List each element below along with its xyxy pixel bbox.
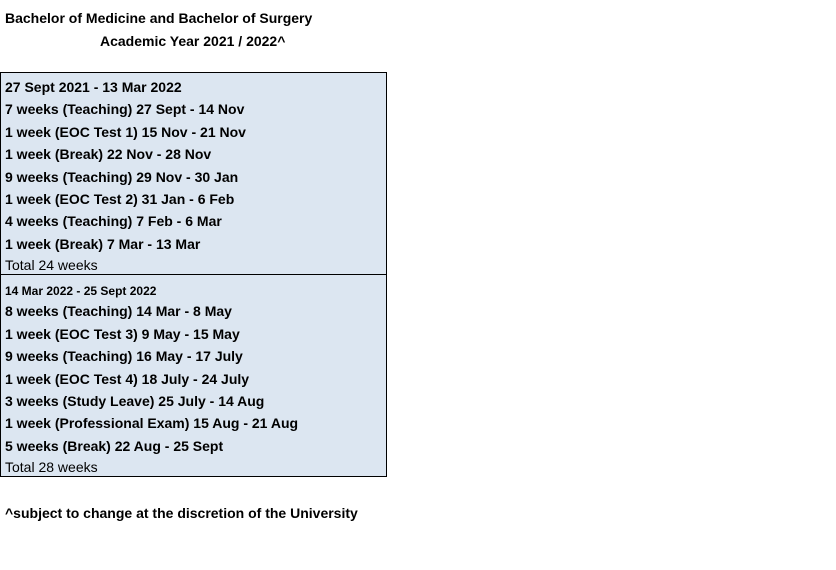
period-1-row: 1 week (EOC Test 2) 31 Jan - 6 Feb [5,191,235,207]
footnote: ^subject to change at the discretion of the University [5,505,358,521]
period-2-row: 9 weeks (Teaching) 16 May - 17 July [5,348,243,364]
period-1-row: 7 weeks (Teaching) 27 Sept - 14 Nov [5,101,245,117]
period-1-block [0,72,387,275]
period-1-row: 4 weeks (Teaching) 7 Feb - 6 Mar [5,213,222,229]
period-2-row: 1 week (Professional Exam) 15 Aug - 21 Aug [5,415,299,431]
page-title: Bachelor of Medicine and Bachelor of Surgery [5,10,313,26]
period-2-heading: 14 Mar 2022 - 25 Sept 2022 [5,284,157,298]
period-2-row: 5 weeks (Break) 22 Aug - 25 Sept [5,438,224,454]
period-2-row: 8 weeks (Teaching) 14 Mar - 8 May [5,303,232,319]
period-2-row: 1 week (EOC Test 3) 9 May - 15 May [5,326,240,342]
period-1-total: Total 24 weeks [5,257,98,273]
period-2-total: Total 28 weeks [5,459,98,475]
period-1-heading: 27 Sept 2021 - 13 Mar 2022 [5,79,182,95]
period-1-row: 9 weeks (Teaching) 29 Nov - 30 Jan [5,169,239,185]
period-2-block [0,274,387,477]
period-1-row: 1 week (Break) 22 Nov - 28 Nov [5,146,212,162]
period-1-row: 1 week (EOC Test 1) 15 Nov - 21 Nov [5,124,246,140]
period-2-row: 1 week (EOC Test 4) 18 July - 24 July [5,371,250,387]
period-2-row: 3 weeks (Study Leave) 25 July - 14 Aug [5,393,265,409]
period-1-row: 1 week (Break) 7 Mar - 13 Mar [5,236,201,252]
academic-year-subtitle: Academic Year 2021 / 2022^ [100,33,286,49]
